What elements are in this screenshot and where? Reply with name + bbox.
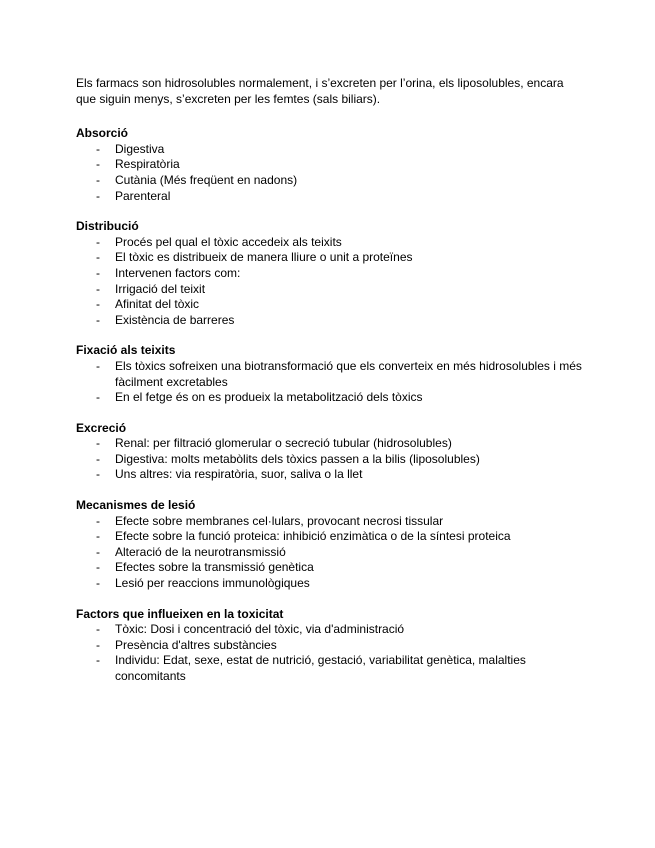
dash-bullet-icon: - [96, 234, 100, 249]
list-item-text: Renal: per filtració glomerular o secreció tubular (hidrosolubles) [115, 436, 452, 451]
list-item-text: Uns altres: via respiratòria, suor, saliva o la llet [115, 467, 363, 482]
dash-bullet-icon: - [96, 451, 100, 466]
dash-bullet-icon: - [96, 529, 100, 544]
dash-bullet-icon: - [96, 390, 100, 405]
list-item-text: Digestiva: molts metabòlits dels tòxics passen a la bilis (liposolubles) [115, 451, 480, 466]
section-title: Mecanismes de lesió [76, 498, 196, 513]
dash-bullet-icon: - [96, 297, 100, 312]
list-item [76, 297, 586, 313]
list-item [76, 359, 586, 390]
list-item [76, 142, 586, 158]
list-item-text: Efecte sobre la funció proteica: inhibició enzimàtica o de la síntesi proteica [115, 529, 511, 544]
dash-bullet-icon: - [96, 172, 100, 187]
section [76, 607, 586, 685]
bullet-list [76, 235, 586, 329]
dash-bullet-icon: - [96, 436, 100, 451]
dash-bullet-icon: - [96, 141, 100, 156]
dash-bullet-icon: - [96, 157, 100, 172]
list-item-text: Efectes sobre la transmissió genètica [115, 560, 314, 575]
dash-bullet-icon: - [96, 265, 100, 280]
list-item-text: Tòxic: Dosi i concentració del tòxic, via d'administració [115, 622, 405, 637]
list-item-text: Respiratòria [115, 157, 180, 172]
dash-bullet-icon: - [96, 188, 100, 203]
list-item [76, 173, 586, 189]
sections-container [76, 126, 586, 684]
list-item-text: Digestiva [115, 141, 165, 156]
list-item-text: El tòxic es distribueix de manera lliure o unit a proteïnes [115, 250, 413, 265]
section-title: Fixació als teixits [76, 343, 176, 358]
dash-bullet-icon: - [96, 637, 100, 652]
dash-bullet-icon: - [96, 560, 100, 575]
section-title: Factors que influeixen en la toxicitat [76, 606, 284, 621]
bullet-list [76, 359, 586, 406]
list-item [76, 313, 586, 329]
list-item-text: Lesió per reaccions immunològiques [115, 576, 310, 591]
list-item [76, 467, 586, 483]
dash-bullet-icon: - [96, 622, 100, 637]
list-item-text: Els tòxics sofreixen una biotransformació que els converteix en més hidrosolubles i més fàcilment excretables [115, 358, 582, 389]
intro-paragraph: Els farmacs son hidrosolubles normalement, i s’excreten per l’orina, els liposolubles, encara que siguin menys, s’excreten per les femtes (sals biliars). [76, 76, 564, 106]
list-item [76, 157, 586, 173]
dash-bullet-icon: - [96, 281, 100, 296]
list-item-text: Procés pel qual el tòxic accedeix als teixits [115, 234, 342, 249]
list-item-text: Parenteral [115, 188, 171, 203]
document-page [76, 76, 586, 700]
list-item-text: Efecte sobre membranes cel·lulars, provocant necrosi tissular [115, 513, 444, 528]
list-item-text: Intervenen factors com: [115, 265, 241, 280]
dash-bullet-icon: - [96, 513, 100, 528]
list-item [76, 390, 586, 406]
list-item [76, 266, 586, 282]
list-item-text: Cutània (Més freqüent en nadons) [115, 172, 298, 187]
section [76, 421, 586, 483]
list-item-text: Irrigació del teixit [115, 281, 206, 296]
bullet-list [76, 514, 586, 592]
bullet-list [76, 142, 586, 204]
section [76, 343, 586, 405]
list-item [76, 576, 586, 592]
section [76, 498, 586, 592]
list-item [76, 560, 586, 576]
list-item [76, 452, 586, 468]
list-item [76, 545, 586, 561]
dash-bullet-icon: - [96, 576, 100, 591]
list-item [76, 235, 586, 251]
section-title: Distribució [76, 219, 139, 234]
dash-bullet-icon: - [96, 544, 100, 559]
list-item [76, 529, 586, 545]
list-item-text: Individu: Edat, sexe, estat de nutrició, gestació, variabilitat genètica, malalties concomitants [115, 653, 526, 683]
dash-bullet-icon: - [96, 250, 100, 265]
list-item [76, 189, 586, 205]
section-title: Excreció [76, 420, 127, 435]
list-item-text: Alteració de la neurotransmissió [115, 544, 286, 559]
dash-bullet-icon: - [96, 653, 100, 668]
list-item [76, 638, 586, 654]
bullet-list [76, 436, 586, 483]
list-item [76, 250, 586, 266]
dash-bullet-icon: - [96, 358, 100, 373]
list-item [76, 622, 586, 638]
list-item-text: En el fetge és on es produeix la metabolització dels tòxics [115, 390, 423, 405]
dash-bullet-icon: - [96, 312, 100, 327]
list-item-text: Existència de barreres [115, 312, 235, 327]
section [76, 219, 586, 328]
bullet-list [76, 622, 586, 684]
list-item [76, 282, 586, 298]
list-item [76, 514, 586, 530]
section-title: Absorció [76, 126, 129, 141]
dash-bullet-icon: - [96, 467, 100, 482]
section [76, 126, 586, 204]
list-item [76, 653, 586, 684]
list-item-text: Afinitat del tòxic [115, 297, 200, 312]
list-item [76, 436, 586, 452]
list-item-text: Presència d'altres substàncies [115, 637, 277, 652]
